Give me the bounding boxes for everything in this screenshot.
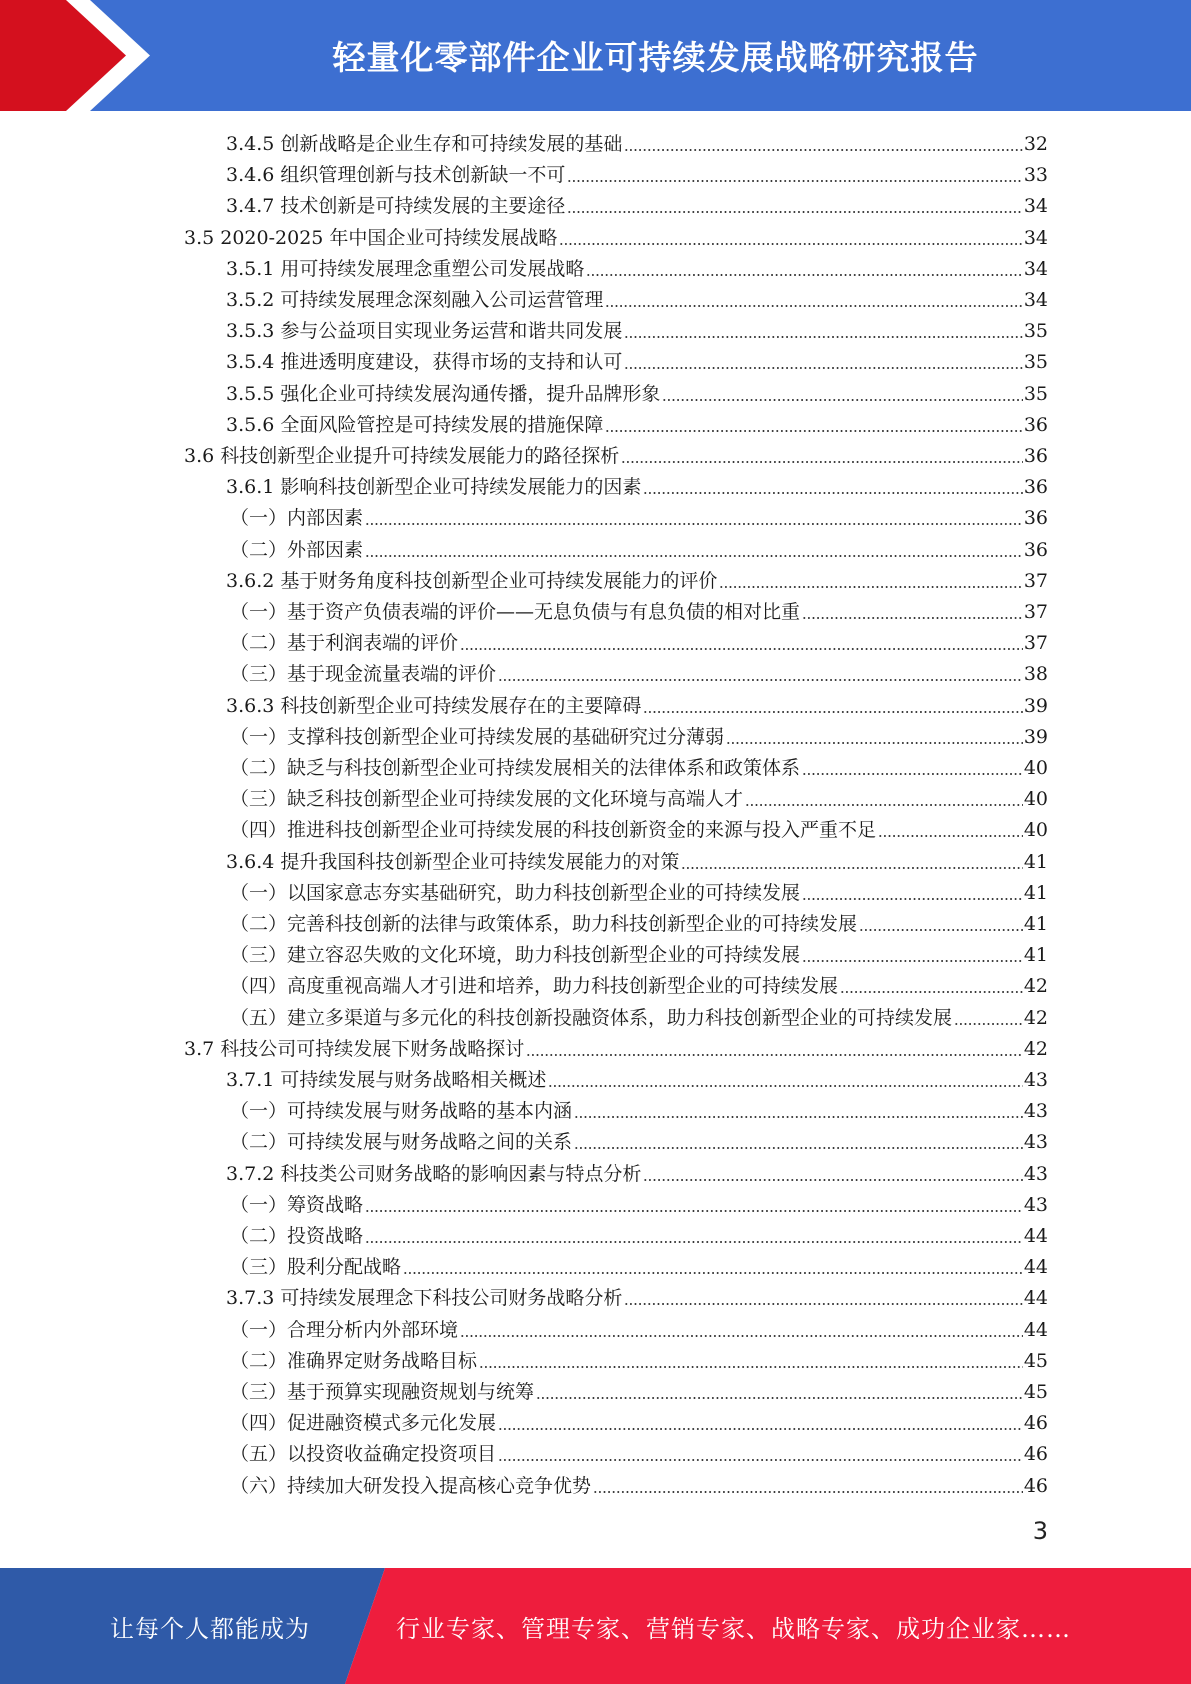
toc-entry-page: 43: [1023, 1100, 1048, 1123]
toc-entry-page: 45: [1023, 1381, 1048, 1403]
toc-entry-title: （三）股利分配战略: [230, 1256, 402, 1279]
toc-dot-leader: [605, 305, 1022, 307]
toc-entry[interactable]: [230, 1312, 1048, 1343]
toc-entry-page: 44: [1023, 1225, 1048, 1247]
toc-entry[interactable]: [226, 282, 1048, 313]
toc-entry-title: （二）外部因素: [230, 538, 364, 561]
toc-entry[interactable]: [226, 376, 1048, 407]
toc-entry-title: 3.4.6 组织管理创新与技术创新缺一不可: [226, 164, 566, 187]
toc-dot-leader: [605, 430, 1022, 432]
toc-dot-leader: [403, 1272, 1023, 1274]
toc-dot-leader: [624, 336, 1022, 338]
toc-entry-page: 40: [1023, 757, 1048, 779]
toc-entry-title: （三）缺乏科技创新型企业可持续发展的文化环境与高端人才: [230, 788, 744, 811]
toc-entry-title: （一）内部因素: [230, 507, 364, 530]
toc-entry[interactable]: [226, 126, 1048, 157]
toc-entry-title: 3.5 2020-2025 年中国企业可持续发展战略: [184, 226, 558, 249]
toc-entry[interactable]: [226, 313, 1048, 344]
toc-dot-leader: [498, 1428, 1023, 1430]
toc-entry[interactable]: [226, 407, 1048, 438]
toc-entry-title: （二）投资战略: [230, 1225, 364, 1247]
toc-entry-page: 42: [1023, 1037, 1048, 1060]
footer-slogan-left: 让每个人都能成为: [110, 1614, 310, 1643]
toc-entry-page: 35: [1023, 351, 1048, 374]
toc-entry[interactable]: [226, 844, 1048, 875]
toc-entry-title: 3.4.7 技术创新是可持续发展的主要途径: [226, 195, 566, 218]
toc-entry[interactable]: [230, 1218, 1048, 1249]
toc-dot-leader: [719, 586, 1022, 588]
toc-entry-page: 34: [1023, 226, 1048, 249]
toc-entry-title: （三）建立容忍失败的文化环境，助力科技创新型企业的可持续发展: [230, 944, 801, 967]
toc-entry-title: 3.6.3 科技创新型企业可持续发展存在的主要障碍: [226, 694, 642, 717]
toc-entry-title: 3.7.3 可持续发展理念下科技公司财务战略分析: [226, 1287, 623, 1310]
toc-entry-page: 37: [1023, 632, 1048, 655]
toc-entry[interactable]: [184, 1031, 1048, 1062]
toc-entry-page: 40: [1023, 788, 1048, 811]
toc-entry-page: 42: [1023, 1006, 1048, 1029]
toc-entry-page: 41: [1023, 944, 1048, 967]
toc-dot-leader: [548, 1085, 1022, 1087]
toc-dot-leader: [479, 1366, 1023, 1368]
page-number: 3: [1032, 1517, 1048, 1545]
toc-entry[interactable]: [230, 968, 1048, 999]
toc-entry-title: （二）准确界定财务战略目标: [230, 1349, 478, 1372]
toc-entry[interactable]: [230, 1405, 1048, 1436]
toc-entry-title: 3.7 科技公司可持续发展下财务战略探讨: [184, 1037, 525, 1060]
toc-entry-page: 39: [1023, 694, 1048, 717]
toc-entry-title: （一）筹资战略: [230, 1193, 364, 1216]
toc-entry-page: 44: [1023, 1256, 1048, 1279]
toc-entry-page: 43: [1023, 1131, 1048, 1154]
toc-dot-leader: [586, 274, 1022, 276]
toc-entry[interactable]: [230, 719, 1048, 750]
toc-entry-title: 3.5.3 参与公益项目实现业务运营和谐共同发展: [226, 320, 623, 343]
toc-entry-page: 45: [1023, 1349, 1048, 1372]
toc-entry[interactable]: [230, 1374, 1048, 1405]
toc-entry-page: 36: [1023, 445, 1048, 467]
toc-entry-page: 41: [1023, 850, 1048, 873]
toc-entry[interactable]: [230, 1000, 1048, 1031]
toc-dot-leader: [567, 211, 1022, 213]
toc-entry-title: （六）持续加大研发投入提高核心竞争优势: [230, 1474, 592, 1497]
toc-dot-leader: [460, 1335, 1023, 1337]
toc-entry-title: 3.5.1 用可持续发展理念重塑公司发展战略: [226, 257, 585, 280]
toc-dot-leader: [840, 991, 1023, 993]
toc-entry-title: 3.6.2 基于财务角度科技创新型企业可持续发展能力的评价: [226, 569, 718, 592]
toc-entry-page: 36: [1023, 538, 1048, 561]
toc-dot-leader: [643, 492, 1022, 494]
toc-dot-leader: [726, 742, 1023, 744]
toc-entry[interactable]: [230, 532, 1048, 563]
toc-dot-leader: [643, 1179, 1022, 1181]
toc-entry[interactable]: [230, 1343, 1048, 1374]
toc-entry-page: 37: [1023, 569, 1048, 592]
toc-entry-page: 33: [1023, 164, 1048, 187]
toc-dot-leader: [624, 367, 1022, 369]
toc-entry-page: 44: [1023, 1318, 1048, 1341]
toc-dot-leader: [460, 648, 1023, 650]
toc-entry[interactable]: [226, 688, 1048, 719]
toc-entry-page: 34: [1023, 289, 1048, 311]
report-header: [0, 0, 1191, 111]
toc-entry-page: 39: [1023, 725, 1048, 748]
toc-entry-title: （四）推进科技创新型企业可持续发展的科技创新资金的来源与投入严重不足: [230, 819, 877, 842]
toc-entry-page: 36: [1023, 507, 1048, 530]
toc-dot-leader: [593, 1491, 1023, 1493]
toc-entry[interactable]: [230, 500, 1048, 531]
toc-entry-page: 46: [1023, 1412, 1048, 1435]
toc-dot-leader: [567, 180, 1022, 182]
toc-entry-page: 44: [1023, 1287, 1048, 1310]
toc-entry-page: 43: [1023, 1193, 1048, 1216]
toc-entry-page: 35: [1023, 320, 1048, 343]
toc-dot-leader: [536, 1397, 1023, 1399]
report-title: 轻量化零部件企业可持续发展战略研究报告: [332, 38, 979, 77]
toc-entry-title: （三）基于现金流量表端的评价: [230, 663, 497, 686]
toc-dot-leader: [745, 804, 1023, 806]
toc-dot-leader: [559, 243, 1022, 245]
toc-entry-title: （三）基于预算实现融资规划与统筹: [230, 1381, 535, 1403]
toc-entry-page: 36: [1023, 413, 1048, 436]
toc-entry-title: （五）建立多渠道与多元化的科技创新投融资体系，助力科技创新型企业的可持续发展: [230, 1006, 953, 1029]
toc-dot-leader: [365, 1210, 1023, 1212]
toc-entry[interactable]: [230, 906, 1048, 937]
toc-entry[interactable]: [230, 937, 1048, 968]
toc-entry[interactable]: [226, 469, 1048, 500]
toc-entry[interactable]: [230, 1249, 1048, 1280]
toc-entry[interactable]: [230, 781, 1048, 812]
toc-entry[interactable]: [226, 1062, 1048, 1093]
toc-entry-page: 37: [1023, 601, 1048, 623]
toc-entry-title: （四）促进融资模式多元化发展: [230, 1412, 497, 1435]
toc-entry-page: 46: [1023, 1443, 1048, 1466]
toc-entry-page: 40: [1023, 819, 1048, 842]
toc-dot-leader: [802, 898, 1023, 900]
toc-entry-title: （四）高度重视高端人才引进和培养，助力科技创新型企业的可持续发展: [230, 975, 839, 998]
toc-entry[interactable]: [226, 157, 1048, 188]
toc-entry[interactable]: [226, 344, 1048, 375]
toc-entry-page: 35: [1023, 382, 1048, 405]
toc-entry-page: 43: [1023, 1069, 1048, 1091]
toc-entry-title: （二）缺乏与科技创新型企业可持续发展相关的法律体系和政策体系: [230, 757, 801, 779]
toc-entry[interactable]: [230, 1436, 1048, 1467]
footer-banner: [0, 1568, 1191, 1684]
toc-entry[interactable]: [230, 625, 1048, 656]
toc-entry[interactable]: [230, 750, 1048, 781]
toc-entry[interactable]: [230, 1187, 1048, 1218]
toc-entry[interactable]: [230, 1093, 1048, 1124]
toc-dot-leader: [365, 1241, 1023, 1243]
toc-dot-leader: [802, 773, 1023, 775]
toc-entry[interactable]: [184, 438, 1048, 469]
toc-entry[interactable]: [230, 1124, 1048, 1155]
toc-dot-leader: [643, 711, 1022, 713]
toc-entry-title: 3.5.6 全面风险管控是可持续发展的措施保障: [226, 413, 604, 436]
toc-entry-title: 3.6 科技创新型企业提升可持续发展能力的路径探析: [184, 445, 620, 467]
toc-entry-page: 32: [1023, 133, 1048, 155]
toc-entry-page: 43: [1023, 1162, 1048, 1185]
footer-slogan-right: 行业专家、管理专家、营销专家、战略专家、成功企业家……: [396, 1614, 1071, 1643]
toc-dot-leader: [878, 835, 1023, 837]
toc-entry-title: （一）支撑科技创新型企业可持续发展的基础研究过分薄弱: [230, 725, 725, 748]
toc-entry-page: 46: [1023, 1474, 1048, 1497]
toc-entry-title: 3.7.2 科技类公司财务战略的影响因素与特点分析: [226, 1162, 642, 1185]
toc-entry[interactable]: [226, 1156, 1048, 1187]
toc-entry-title: （一）以国家意志夯实基础研究，助力科技创新型企业的可持续发展: [230, 881, 801, 904]
toc-entry-title: 3.5.4 推进透明度建设，获得市场的支持和认可: [226, 351, 623, 374]
toc-entry-title: （一）合理分析内外部环境: [230, 1318, 459, 1341]
toc-dot-leader: [802, 617, 1023, 619]
toc-dot-leader: [498, 679, 1023, 681]
toc-dot-leader: [624, 149, 1022, 151]
toc-dot-leader: [662, 399, 1022, 401]
chevron-icon: [0, 0, 150, 111]
toc-entry[interactable]: [230, 875, 1048, 906]
toc-entry[interactable]: [226, 563, 1048, 594]
toc-entry-title: （二）可持续发展与财务战略之间的关系: [230, 1131, 573, 1154]
toc-entry-page: 42: [1023, 975, 1048, 998]
toc-dot-leader: [574, 1147, 1023, 1149]
toc-entry-page: 41: [1023, 881, 1048, 904]
toc-entry[interactable]: [184, 220, 1048, 251]
toc-entry[interactable]: [226, 188, 1048, 219]
toc-entry-page: 41: [1023, 913, 1048, 935]
toc-entry-title: （二）完善科技创新的法律与政策体系，助力科技创新型企业的可持续发展: [230, 913, 858, 935]
toc-dot-leader: [574, 1116, 1023, 1118]
toc-entry-title: 3.5.5 强化企业可持续发展沟通传播，提升品牌形象: [226, 382, 661, 405]
toc-dot-leader: [526, 1054, 1023, 1056]
toc-entry[interactable]: [230, 656, 1048, 687]
toc-dot-leader: [802, 960, 1023, 962]
toc-entry-page: 36: [1023, 476, 1048, 499]
toc-entry[interactable]: [226, 1280, 1048, 1311]
toc-entry-title: 3.5.2 可持续发展理念深刻融入公司运营管理: [226, 289, 604, 311]
toc-dot-leader: [954, 1023, 1023, 1025]
toc-entry-title: （二）基于利润表端的评价: [230, 632, 459, 655]
toc-dot-leader: [365, 555, 1023, 557]
toc-entry-title: （一）基于资产负债表端的评价——无息负债与有息负债的相对比重: [230, 601, 801, 623]
toc-entry-title: （一）可持续发展与财务战略的基本内涵: [230, 1100, 573, 1123]
toc-entry[interactable]: [230, 594, 1048, 625]
toc-entry-title: 3.6.4 提升我国科技创新型企业可持续发展能力的对策: [226, 850, 680, 873]
toc-entry-title: 3.4.5 创新战略是企业生存和可持续发展的基础: [226, 133, 623, 155]
toc-entry[interactable]: [230, 1468, 1048, 1499]
toc-dot-leader: [498, 1459, 1023, 1461]
toc-dot-leader: [621, 461, 1023, 463]
toc-entry-title: （五）以投资收益确定投资项目: [230, 1443, 497, 1466]
toc-entry-title: 3.7.1 可持续发展与财务战略相关概述: [226, 1069, 547, 1091]
toc-entry-page: 34: [1023, 257, 1048, 280]
toc-dot-leader: [681, 867, 1022, 869]
toc-entry-title: 3.6.1 影响科技创新型企业可持续发展能力的因素: [226, 476, 642, 499]
toc-entry-page: 34: [1023, 195, 1048, 218]
toc-entry[interactable]: [226, 251, 1048, 282]
toc-dot-leader: [859, 929, 1023, 931]
toc-dot-leader: [365, 523, 1023, 525]
toc-dot-leader: [624, 1303, 1022, 1305]
toc-entry[interactable]: [230, 812, 1048, 843]
toc-entry-page: 38: [1023, 663, 1048, 686]
